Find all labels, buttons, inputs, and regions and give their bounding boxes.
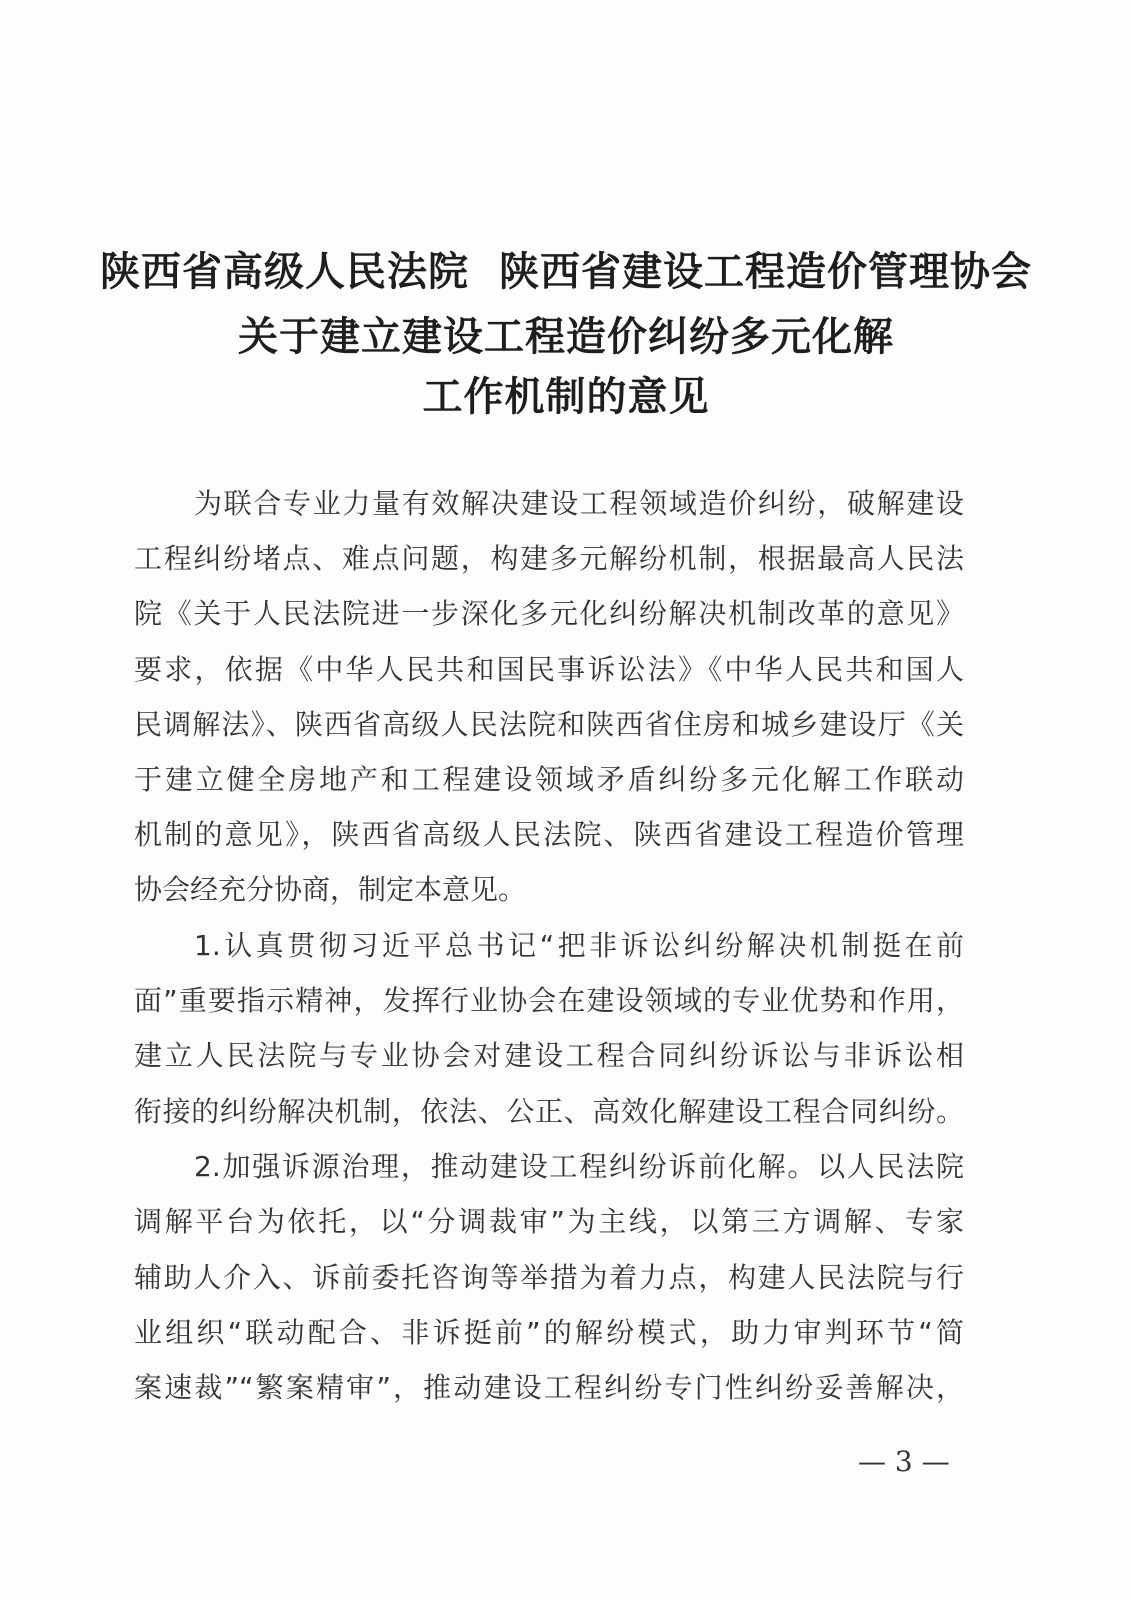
paragraph-line: 业组织“联动配合、非诉挺前”的解纷模式，助力审判环节“简 (134, 1316, 964, 1349)
paragraph-line: 衔接的纠纷解决机制，依法、公正、高效化解建设工程合同纠纷。 (134, 1095, 964, 1128)
paragraph-line: 为联合专业力量有效解决建设工程领域造价纠纷，破解建设 (194, 487, 964, 520)
paragraph-line: 院《关于人民法院进一步深化多元化纠纷解决机制改革的意见》 (134, 597, 964, 630)
paragraph-line: 机制的意见》，陕西省高级人民法院、陕西省建设工程造价管理 (134, 818, 964, 851)
paragraph-line: 民调解法》、陕西省高级人民法院和陕西省住房和城乡建设厅《关 (134, 708, 964, 741)
paragraph-line: 2.加强诉源治理，推动建设工程纠纷诉前化解。以人民法院 (194, 1150, 964, 1183)
paragraph-line: 要求，依据《中华人民共和国民事诉讼法》《中华人民共和国人 (134, 653, 964, 686)
document-title-line-3: 工作机制的意见 (422, 373, 710, 420)
page-number: — 3 — (858, 1445, 950, 1478)
document-title-line-2: 关于建立建设工程造价纠纷多元化解 (238, 313, 894, 360)
paragraph-line: 建立人民法院与专业协会对建设工程合同纠纷诉讼与非诉讼相 (134, 1039, 964, 1072)
document-title-line-1 (0, 240, 1132, 297)
issuer-association: 陕西省建设工程造价管理协会 (499, 248, 1032, 295)
paragraph-line: 辅助人介入、诉前委托咨询等举措为着力点，构建人民法院与行 (134, 1261, 964, 1294)
paragraph-line: 工程纠纷堵点、难点问题，构建多元解纷机制，根据最高人民法 (134, 542, 964, 575)
paragraph-line: 案速裁”“繁案精审”，推动建设工程纠纷专门性纠纷妥善解决， (134, 1371, 964, 1404)
paragraph-line: 协会经充分协商，制定本意见。 (134, 873, 527, 906)
issuer-court: 陕西省高级人民法院 (100, 248, 469, 295)
paragraph-line: 调解平台为依托，以“分调裁审”为主线，以第三方调解、专家 (134, 1205, 964, 1238)
paragraph-line: 于建立健全房地产和工程建设领域矛盾纠纷多元化解工作联动 (134, 763, 964, 796)
paragraph-line: 面”重要指示精神，发挥行业协会在建设领域的专业优势和作用， (134, 984, 964, 1017)
paragraph-line: 1.认真贯彻习近平总书记“把非诉讼纠纷解决机制挺在前 (194, 929, 964, 962)
